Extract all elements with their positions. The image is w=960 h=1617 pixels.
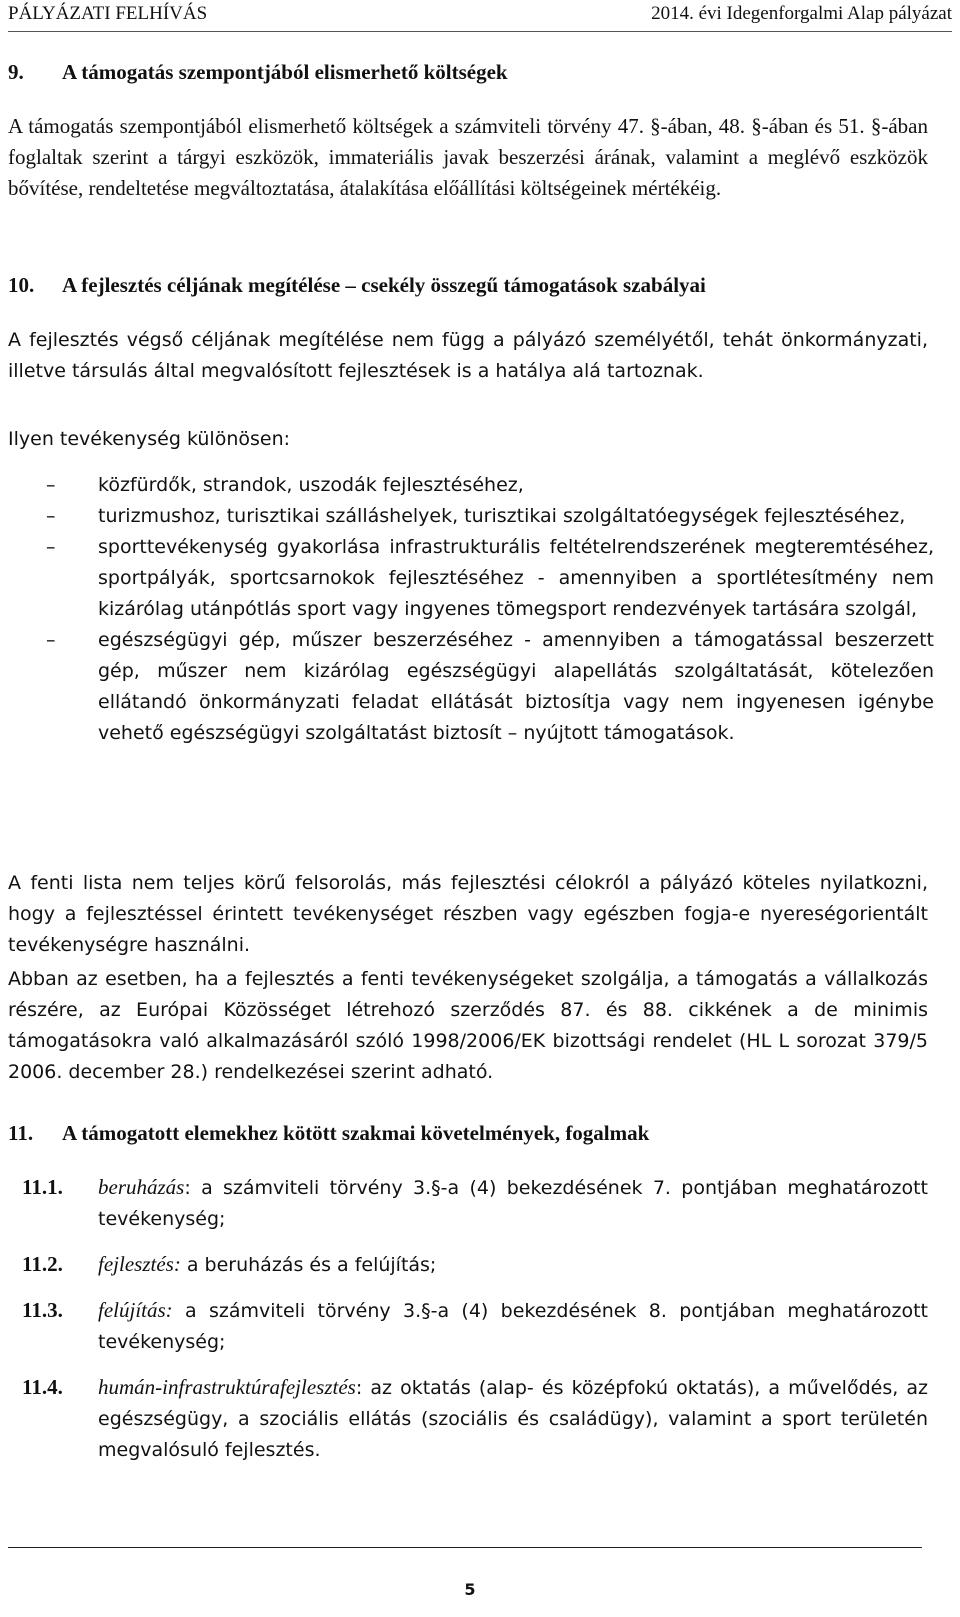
- definition-term: fejlesztés:: [98, 1252, 181, 1276]
- section-10-paragraph-4: Abban az esetben, ha a fejlesztés a fenti tevékenységeket szolgálja, a támogatás a vállalkozás részére, az Európai Közösséget létrehozó szerződés 87. és 88. cikkének a de minimis támogatásokra való alkalmazásáról szóló 1998/2006/EK bizottsági rendelet (HL L sorozat 379/5 2006. december 28.) rendelkezései szerint adható.: [8, 968, 928, 1083]
- section-9-number: 9.: [8, 60, 24, 84]
- list-item-text: sporttevékenység gyakorlása infrastrukturális feltételrendszerének megteremtéséhez, sportpályák, sportcsarnokok fejlesztéséhez - amennyiben a sportlétesítmény nem kizárólag utánpótlás sport vagy ingyenes tömegsport rendezvények tartására szolgál,: [98, 536, 934, 620]
- definition-separator: :: [355, 1377, 363, 1399]
- definition-text: a beruházás és a felújítás;: [180, 1254, 437, 1276]
- definition-separator: :: [184, 1177, 191, 1199]
- definition-term: beruházás: [98, 1175, 185, 1199]
- list-item: [46, 532, 934, 625]
- section-9-title: A támogatás szempontjából elismerhető költségek: [62, 60, 508, 84]
- definition-number: 11.3.: [22, 1298, 63, 1322]
- list-dash: –: [46, 536, 56, 558]
- section-9-heading: [8, 57, 956, 88]
- list-item-text: egészségügyi gép, műszer beszerzéséhez - amennyiben a támogatással beszerzett gép, műszer nem kizárólag egészségügyi alapellátás szolgáltatását, kötelezően ellátandó önkormányzati feladat ellátását biztosítja vagy nem ingyenesen igénybe vehető egészségügyi szolgáltatást biztosít – nyújtott támogatások.: [98, 629, 934, 744]
- list-item: [46, 470, 934, 501]
- list-item-text: turizmushoz, turisztikai szálláshelyek, turisztikai szolgáltatóegységek fejlesztéséhez,: [98, 505, 906, 527]
- activity-list: [46, 470, 934, 749]
- section-10-number: 10.: [8, 273, 35, 297]
- section-10-paragraph-1: A fejlesztés végső céljának megítélése nem függ a pályázó személyétől, tehát önkormányzati, illetve társulás által megvalósított fejlesztések is a hatálya alá tartoznak.: [8, 329, 928, 382]
- definition-item: [22, 1372, 928, 1466]
- footer-rule: [8, 1547, 922, 1548]
- definition-item: [22, 1249, 928, 1281]
- header-right-title: 2014. évi Idegenforgalmi Alap pályázat: [651, 3, 952, 24]
- header-left-title: PÁLYÁZATI FELHÍVÁS: [8, 3, 208, 24]
- list-item: [46, 501, 934, 532]
- list-dash: –: [46, 629, 56, 651]
- section-10-title: A fejlesztés céljának megítélése – csekély összegű támogatások szabályai: [62, 273, 706, 297]
- section-11-heading: [8, 1118, 956, 1149]
- section-9-body: A támogatás szempontjából elismerhető költségek a számviteli törvény 47. §-ában, 48. §-ában és 51. §-ában foglaltak szerint a tárgyi eszközök, immateriális javak beszerzési árának, valamint a meglévő eszközök bővítése, rendeltetése megváltoztatása, átalakítása előállítási költségeinek mértékéig.: [8, 114, 928, 200]
- list-dash: –: [46, 505, 56, 527]
- section-10-heading: [8, 270, 956, 301]
- section-10-paragraph-2: Ilyen tevékenység különösen:: [8, 428, 291, 450]
- definition-number: 11.1.: [22, 1175, 63, 1199]
- definition-term: humán-infrastruktúrafejlesztés: [98, 1375, 356, 1399]
- definition-item: [22, 1172, 928, 1235]
- definition-text: a számviteli törvény 3.§-a (4) bekezdésének 8. pontjában meghatározott tevékenység;: [98, 1300, 928, 1353]
- header-rule: [8, 31, 952, 32]
- definition-text: az oktatás (alap- és középfokú oktatás), a művelődés, az egészségügy, a szociális ellátás (szociális és családügy), valamint a sport területén megvalósuló fejlesztés.: [98, 1377, 928, 1461]
- definition-list: [22, 1172, 928, 1466]
- list-item: [46, 625, 934, 749]
- definition-number: 11.4.: [22, 1375, 63, 1399]
- section-11-title: A támogatott elemekhez kötött szakmai követelmények, fogalmak: [62, 1121, 650, 1145]
- section-11-number: 11.: [8, 1121, 34, 1145]
- definition-number: 11.2.: [22, 1252, 63, 1276]
- definition-text: a számviteli törvény 3.§-a (4) bekezdésének 7. pontjában meghatározott tevékenység;: [98, 1177, 928, 1230]
- definition-term: felújítás:: [98, 1298, 173, 1322]
- list-dash: –: [46, 474, 56, 496]
- running-header: [8, 3, 952, 29]
- page-number: 5: [464, 1580, 476, 1599]
- definition-item: [22, 1295, 928, 1358]
- list-item-text: közfürdők, strandok, uszodák fejlesztéséhez,: [98, 474, 524, 496]
- section-10-paragraph-3: A fenti lista nem teljes körű felsorolás, más fejlesztési célokról a pályázó köteles nyilatkozni, hogy a fejlesztéssel érintett tevékenységet részben vagy egészben fogja-e nyereségorientált tevékenységre használni.: [8, 872, 928, 956]
